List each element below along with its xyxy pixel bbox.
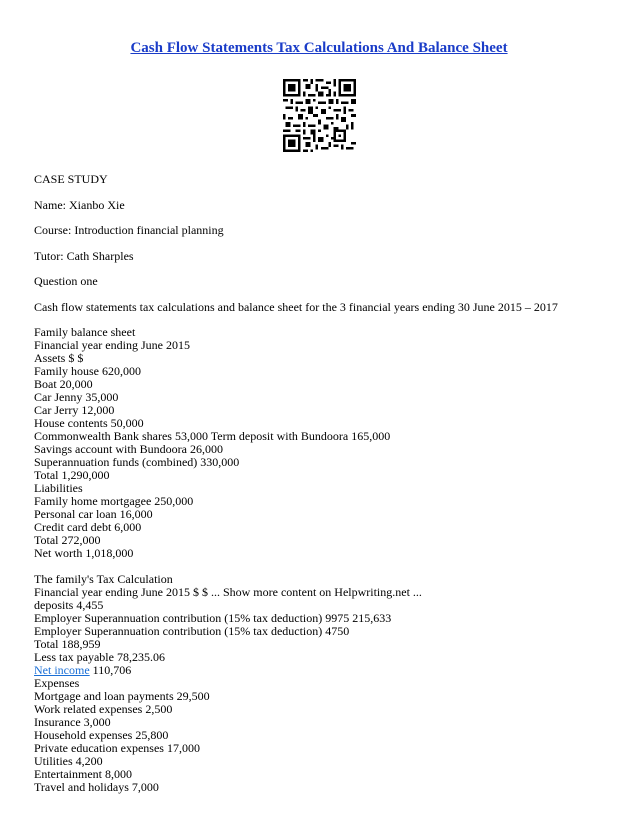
balance-sheet-line: Car Jenny 35,000 xyxy=(34,390,119,404)
tax-calc-line: Employer Superannuation contribution (15% tax deduction) 9975 215,633 xyxy=(34,610,392,625)
tax-calc-line: Utilities 4,200 xyxy=(34,753,103,768)
tax-calc-line: Work related expenses 2,500 xyxy=(34,701,173,716)
net-income-link[interactable]: Net income xyxy=(34,662,90,677)
tax-calc-line: Expenses xyxy=(34,675,80,690)
intro-line: Tutor: Cath Sharples xyxy=(34,248,134,263)
net-income-value: 110,706 xyxy=(89,662,132,677)
intro-line: Name: Xianbo Xie xyxy=(34,197,125,212)
balance-sheet-line: Family home mortgagee 250,000 xyxy=(34,494,194,508)
balance-sheet-line: Commonwealth Bank shares 53,000 Term deposit with Bundoora 165,000 xyxy=(34,429,391,443)
tax-calc-line: deposits 4,455 xyxy=(34,597,104,612)
balance-sheet-line: Car Jerry 12,000 xyxy=(34,403,115,417)
document-body xyxy=(34,173,614,794)
net-income-line xyxy=(34,664,614,677)
tax-calc-line: Insurance 3,000 xyxy=(34,714,111,729)
document-title[interactable]: Cash Flow Statements Tax Calculations And Balance Sheet xyxy=(130,40,508,56)
tax-calc-line: Financial year ending June 2015 $ $ ... Show more content on Helpwriting.net ... xyxy=(34,584,422,599)
tax-calc-line: Mortgage and loan payments 29,500 xyxy=(34,688,210,703)
balance-sheet-line: Total 1,290,000 xyxy=(34,468,110,482)
tax-calc-line: Total 188,959 xyxy=(34,636,101,651)
tax-calc-line: Household expenses 25,800 xyxy=(34,727,169,742)
balance-sheet-line: Savings account with Bundoora 26,000 xyxy=(34,442,223,456)
intro-line: CASE STUDY xyxy=(34,172,108,186)
balance-sheet-line: Total 272,000 xyxy=(34,533,101,547)
tax-calc-line: Less tax payable 78,235.06 xyxy=(34,649,165,664)
balance-sheet-line: Superannuation funds (combined) 330,000 xyxy=(34,455,240,469)
intro-line: Question one xyxy=(34,274,98,288)
balance-sheet-line: Credit card debt 6,000 xyxy=(34,520,142,534)
tax-calc-line: Travel and holidays 7,000 xyxy=(34,779,159,794)
tax-calc-line: Entertainment 8,000 xyxy=(34,766,132,781)
balance-sheet-line: Liabilities xyxy=(34,481,83,495)
balance-sheet-line: Financial year ending June 2015 xyxy=(34,338,190,352)
tax-calc-line: Private education expenses 17,000 xyxy=(34,740,200,755)
balance-sheet-line: Family house 620,000 xyxy=(34,364,141,378)
tax-calc-line: The family's Tax Calculation xyxy=(34,571,173,586)
intro-section xyxy=(34,173,614,314)
balance-sheet-line: Personal car loan 16,000 xyxy=(34,507,153,521)
balance-sheet-line: Net worth 1,018,000 xyxy=(34,546,134,560)
tax-calculation-section xyxy=(34,573,614,794)
balance-sheet-line: House contents 50,000 xyxy=(34,416,144,430)
balance-sheet-section xyxy=(34,326,614,560)
balance-sheet-line: Family balance sheet xyxy=(34,325,136,339)
intro-line: Course: Introduction financial planning xyxy=(34,223,224,237)
qr-code-icon xyxy=(283,79,356,152)
intro-line: Cash flow statements tax calculations and balance sheet for the 3 financial years ending 30 June 2015 – 2017 xyxy=(34,299,558,314)
balance-sheet-line: Boat 20,000 xyxy=(34,377,93,391)
tax-calc-line: Employer Superannuation contribution (15% tax deduction) 4750 xyxy=(34,623,350,638)
balance-sheet-line: Assets $ $ xyxy=(34,351,84,365)
